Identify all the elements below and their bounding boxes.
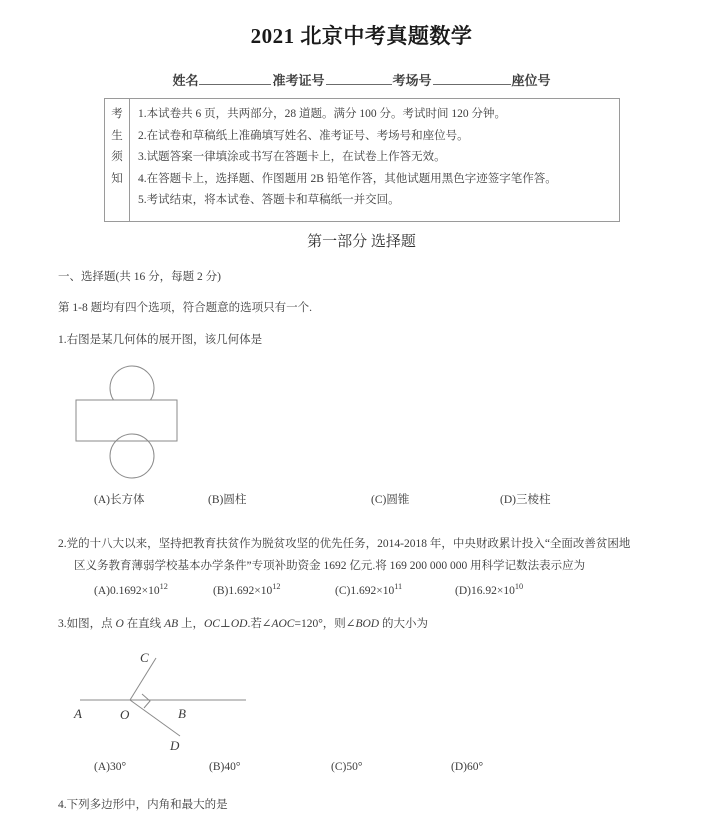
option-b[interactable] bbox=[213, 582, 335, 597]
option-c[interactable] bbox=[335, 582, 455, 597]
field-blank-name[interactable] bbox=[199, 72, 271, 85]
question-3-options bbox=[94, 761, 483, 773]
right-angle-marker bbox=[142, 694, 150, 708]
notice-item: 4.在答题卡上，选择题、作图题用 2B 铅笔作答，其他试题用黑色字迹签字笔作答。 bbox=[138, 172, 557, 185]
q3-seg: .若∠ bbox=[247, 618, 272, 630]
q3-var-aoc: AOC bbox=[271, 618, 295, 630]
option-d-exponent: 10 bbox=[514, 582, 524, 592]
q3-var-ab: AB bbox=[164, 618, 179, 630]
notice-item: 5.考试结束，将本试卷、答题卡和草稿纸一并交回。 bbox=[138, 194, 400, 206]
field-label-room: 考场号 bbox=[392, 73, 432, 88]
notice-item: 3.试题答案一律填涂或书写在答题卡上，在试卷上作答无效。 bbox=[138, 151, 446, 163]
cylinder-net-svg bbox=[58, 362, 258, 484]
notice-label-char-3: 须 bbox=[111, 151, 123, 163]
question-2-options bbox=[94, 582, 524, 597]
notice-item: 2.在试卷和草稿纸上准确填写姓名、准考证号、考场号和座位号。 bbox=[138, 129, 469, 142]
notice-label-column bbox=[105, 99, 130, 221]
q3-var-oc: OC bbox=[204, 618, 220, 630]
q3-seg: =120°，则∠ bbox=[294, 618, 356, 630]
q3-var-bod: BOD bbox=[355, 618, 380, 630]
q3-var-o: O bbox=[115, 618, 124, 630]
candidate-info-line bbox=[0, 70, 723, 89]
option-c-base: (C)1.692×10 bbox=[335, 585, 395, 597]
question-3-stem bbox=[58, 616, 428, 633]
notice-item: 1.本试卷共 6 页，共两部分，28 道题。满分 100 分。考试时间 120 分钟。 bbox=[138, 108, 506, 120]
notice-item-list bbox=[130, 99, 619, 221]
q3-seg: 3.如图，点 bbox=[58, 618, 116, 630]
question-1-options bbox=[94, 491, 550, 507]
question-4-stem: 4.下列多边形中，内角和最大的是 bbox=[58, 799, 228, 811]
label-d: D bbox=[170, 738, 180, 753]
option-c[interactable]: (C)圆锥 bbox=[371, 494, 410, 506]
option-c-exponent: 11 bbox=[394, 582, 403, 592]
q3-perp-symbol: ⊥ bbox=[219, 618, 231, 630]
field-blank-admission[interactable] bbox=[326, 72, 392, 85]
option-d[interactable]: (D)60° bbox=[451, 761, 484, 773]
question-2-stem-line-1: 2.党的十八大以来，坚持把教育扶贫作为脱贫攻坚的优先任务，2014-2018 年，中央财政累计投入“全面改善贫困地 bbox=[58, 538, 631, 550]
field-label-seat: 座位号 bbox=[511, 73, 551, 88]
option-d[interactable]: (D)三棱柱 bbox=[500, 494, 551, 506]
cylinder-net-figure bbox=[58, 362, 258, 489]
q3-seg: 上， bbox=[178, 618, 204, 630]
option-b[interactable]: (B)40° bbox=[209, 761, 241, 773]
option-a[interactable] bbox=[94, 582, 213, 597]
option-b[interactable]: (B)圆柱 bbox=[208, 494, 247, 506]
label-o: O bbox=[120, 707, 130, 722]
ray-od bbox=[130, 700, 180, 736]
q3-seg: 的大小为 bbox=[379, 618, 428, 630]
section-intro: 一、选择题(共 16 分，每题 2 分) bbox=[58, 271, 221, 283]
question-1-stem: 1.右图是某几何体的展开图，该几何体是 bbox=[58, 334, 263, 346]
option-a-exponent: 12 bbox=[159, 582, 168, 592]
field-blank-room[interactable] bbox=[433, 72, 511, 85]
label-a: A bbox=[74, 706, 82, 721]
notice-label-char-4: 知 bbox=[111, 172, 123, 185]
field-label-admission: 准考证号 bbox=[272, 73, 325, 88]
option-a-base: (A)0.1692×10 bbox=[94, 585, 160, 597]
angle-diagram-figure bbox=[58, 648, 288, 758]
question-2-stem-line-2: 区义务教育薄弱学校基本办学条件”专项补助资金 1692 亿元.将 169 200 000 000 用科学记数法表示应为 bbox=[74, 560, 586, 572]
section-note: 第 1-8 题均有四个选项，符合题意的选项只有一个. bbox=[58, 302, 312, 314]
option-a[interactable]: (A)30° bbox=[94, 761, 127, 773]
label-c: C bbox=[140, 650, 149, 665]
option-d[interactable] bbox=[455, 582, 524, 597]
part-heading: 第一部分 选择题 bbox=[307, 234, 416, 250]
label-b: B bbox=[178, 706, 186, 721]
option-d-base: (D)16.92×10 bbox=[455, 585, 515, 597]
q3-seg: 在直线 bbox=[123, 618, 165, 630]
angle-diagram-svg bbox=[58, 648, 288, 753]
option-c[interactable]: (C)50° bbox=[331, 761, 363, 773]
q3-var-od: OD bbox=[230, 618, 248, 630]
field-label-name: 姓名 bbox=[172, 73, 199, 88]
option-b-base: (B)1.692×10 bbox=[213, 585, 273, 597]
option-b-exponent: 12 bbox=[272, 582, 281, 592]
notice-label-char-2: 生 bbox=[111, 129, 123, 142]
page-title: 2021 北京中考真题数学 bbox=[250, 24, 473, 48]
notice-label-char-1: 考 bbox=[111, 108, 123, 120]
candidate-notice-box bbox=[104, 98, 620, 222]
option-a[interactable]: (A)长方体 bbox=[94, 494, 145, 506]
